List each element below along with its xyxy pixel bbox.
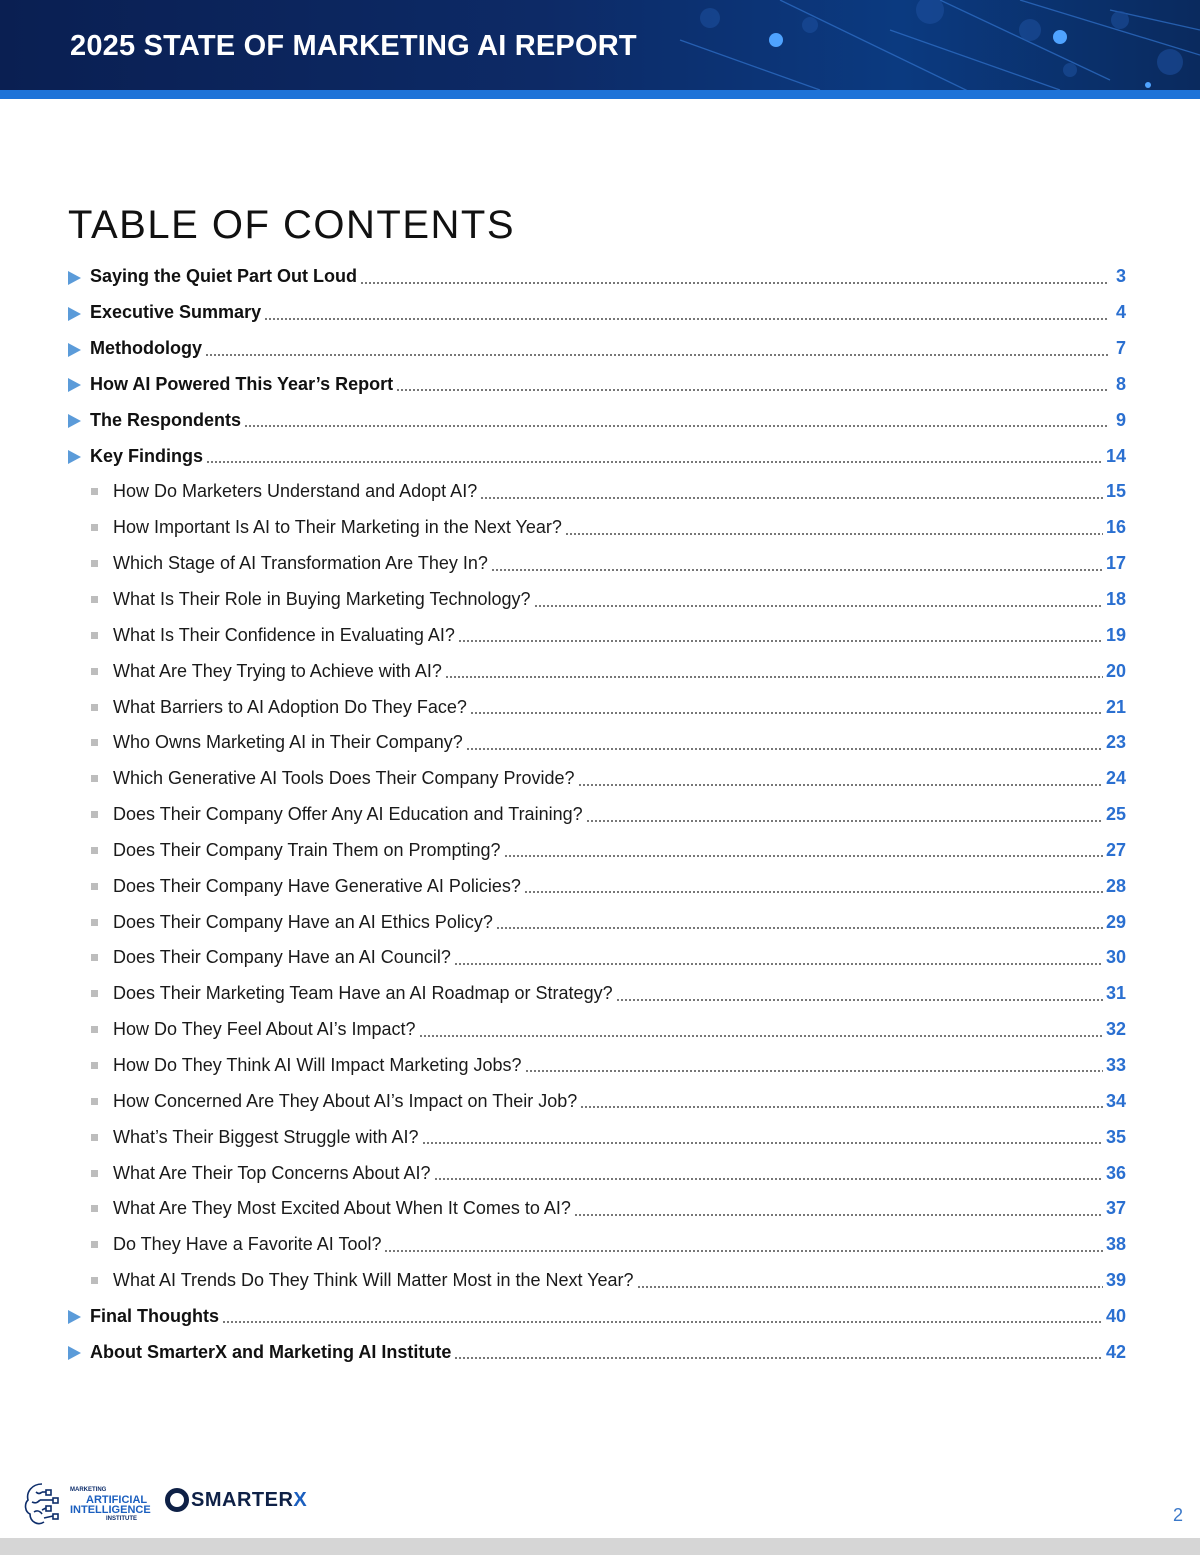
toc-page-number[interactable]: 29 bbox=[1105, 911, 1126, 932]
square-bullet-icon bbox=[91, 1241, 98, 1248]
toc-marker bbox=[68, 376, 90, 392]
toc-dot-leader bbox=[466, 748, 1103, 750]
toc-page-number[interactable]: 18 bbox=[1105, 589, 1126, 610]
toc-page-number[interactable]: 36 bbox=[1105, 1162, 1126, 1183]
toc-marker bbox=[68, 1308, 90, 1324]
mai-line-institute: INSTITUTE bbox=[106, 1516, 137, 1522]
toc-marker bbox=[68, 1277, 113, 1284]
square-bullet-icon bbox=[91, 919, 98, 926]
footer-gray-bar bbox=[0, 1538, 1200, 1555]
toc-entry-label[interactable]: How Do Marketers Understand and Adopt AI? bbox=[113, 481, 478, 502]
toc-page-number[interactable]: 15 bbox=[1105, 481, 1126, 502]
header-accent-stripe bbox=[0, 90, 1200, 99]
toc-page-number[interactable]: 9 bbox=[1115, 409, 1126, 430]
toc-page-number[interactable]: 32 bbox=[1105, 1019, 1126, 1040]
triangle-right-icon bbox=[68, 307, 81, 321]
toc-dot-leader bbox=[384, 1250, 1102, 1252]
toc-dot-leader bbox=[454, 963, 1103, 965]
toc-subsection-entry[interactable] bbox=[68, 653, 1126, 689]
toc-entry-label[interactable]: Does Their Company Offer Any AI Education and Training? bbox=[113, 804, 583, 825]
report-title: 2025 STATE OF MARKETING AI REPORT bbox=[70, 30, 637, 62]
toc-entry-label[interactable]: Key Findings bbox=[90, 445, 204, 466]
toc-section-entry[interactable] bbox=[68, 1334, 1126, 1370]
toc-page-number[interactable]: 24 bbox=[1105, 768, 1126, 789]
toc-entry-label[interactable]: Methodology bbox=[90, 338, 202, 359]
smarterx-circle-icon bbox=[165, 1488, 189, 1512]
toc-dot-leader bbox=[434, 1178, 1103, 1180]
toc-section-entry[interactable] bbox=[68, 1298, 1126, 1334]
triangle-right-icon bbox=[68, 414, 81, 428]
toc-entry-label[interactable]: What Are They Trying to Achieve with AI? bbox=[113, 660, 442, 681]
square-bullet-icon bbox=[91, 668, 98, 675]
toc-dot-leader bbox=[360, 282, 1109, 284]
toc-entry-label[interactable]: Do They Have a Favorite AI Tool? bbox=[113, 1234, 382, 1255]
toc-subsection-entry[interactable] bbox=[68, 1263, 1126, 1299]
toc-page-number[interactable]: 3 bbox=[1115, 266, 1126, 287]
toc-page-number[interactable]: 14 bbox=[1105, 445, 1126, 466]
triangle-right-icon bbox=[68, 271, 81, 285]
toc-dot-leader bbox=[574, 1214, 1103, 1216]
toc-dot-leader bbox=[525, 1070, 1103, 1072]
toc-page-number[interactable]: 4 bbox=[1115, 302, 1126, 323]
mai-line-marketing: MARKETING bbox=[70, 1487, 107, 1493]
square-bullet-icon bbox=[91, 488, 98, 495]
triangle-right-icon bbox=[68, 450, 81, 464]
toc-subsection-entry[interactable] bbox=[68, 940, 1126, 976]
toc-page-number[interactable]: 20 bbox=[1105, 660, 1126, 681]
toc-page-number[interactable]: 42 bbox=[1105, 1341, 1126, 1362]
toc-marker bbox=[68, 341, 90, 357]
square-bullet-icon bbox=[91, 883, 98, 890]
toc-dot-leader bbox=[206, 461, 1103, 463]
toc-section-entry[interactable] bbox=[68, 331, 1126, 367]
toc-dot-leader bbox=[244, 425, 1109, 427]
toc-marker bbox=[68, 632, 113, 639]
square-bullet-icon bbox=[91, 1170, 98, 1177]
toc-dot-leader bbox=[586, 820, 1103, 822]
toc-entry-label[interactable]: Which Stage of AI Transformation Are They In? bbox=[113, 553, 488, 574]
smarterx-logo bbox=[165, 1488, 307, 1512]
toc-dot-leader bbox=[445, 676, 1103, 678]
square-bullet-icon bbox=[91, 1026, 98, 1033]
toc-dot-leader bbox=[637, 1286, 1103, 1288]
toc-page-number[interactable]: 34 bbox=[1105, 1090, 1126, 1111]
toc-section-entry[interactable] bbox=[68, 259, 1126, 295]
toc-entry-label[interactable]: About SmarterX and Marketing AI Institute bbox=[90, 1341, 452, 1362]
toc-entry-label[interactable]: Which Generative AI Tools Does Their Company Provide? bbox=[113, 768, 575, 789]
square-bullet-icon bbox=[91, 1277, 98, 1284]
smarterx-wordmark-main: SMARTER bbox=[191, 1488, 294, 1511]
toc-dot-leader bbox=[534, 605, 1103, 607]
square-bullet-icon bbox=[91, 954, 98, 961]
triangle-right-icon bbox=[68, 378, 81, 392]
toc-entry-label[interactable]: The Respondents bbox=[90, 409, 242, 430]
toc-dot-leader bbox=[205, 354, 1109, 356]
toc-subsection-entry[interactable] bbox=[68, 1083, 1126, 1119]
toc-page-number[interactable]: 16 bbox=[1105, 517, 1126, 538]
toc-marker bbox=[68, 1344, 90, 1360]
toc-subsection-entry[interactable] bbox=[68, 510, 1126, 546]
square-bullet-icon bbox=[91, 1205, 98, 1212]
toc-dot-leader bbox=[616, 999, 1103, 1001]
toc-page-number[interactable]: 7 bbox=[1115, 338, 1126, 359]
toc-page-number[interactable]: 35 bbox=[1105, 1126, 1126, 1147]
toc-page-number[interactable]: 38 bbox=[1105, 1234, 1126, 1255]
toc-dot-leader bbox=[458, 640, 1103, 642]
toc-subsection-entry[interactable] bbox=[68, 1191, 1126, 1227]
mai-line-intelligence: INTELLIGENCE bbox=[70, 1504, 151, 1516]
toc-marker bbox=[68, 412, 90, 428]
toc-dot-leader bbox=[396, 389, 1109, 391]
toc-page-number[interactable]: 40 bbox=[1105, 1305, 1126, 1326]
toc-dot-leader bbox=[454, 1357, 1103, 1359]
toc-page-number[interactable]: 27 bbox=[1105, 839, 1126, 860]
toc-page-number[interactable]: 21 bbox=[1105, 696, 1126, 717]
toc-dot-leader bbox=[578, 784, 1103, 786]
toc-marker bbox=[68, 524, 113, 531]
toc-dot-leader bbox=[264, 318, 1109, 320]
toc-entry-label[interactable]: Saying the Quiet Part Out Loud bbox=[90, 266, 358, 287]
toc-dot-leader bbox=[222, 1321, 1103, 1323]
toc-subsection-entry[interactable] bbox=[68, 1048, 1126, 1084]
report-header-band bbox=[0, 0, 1200, 92]
toc-marker bbox=[68, 704, 113, 711]
toc-dot-leader bbox=[480, 497, 1103, 499]
smarterx-wordmark-x: X bbox=[293, 1488, 308, 1511]
mai-line-artificial: ARTIFICIAL bbox=[86, 1494, 148, 1506]
square-bullet-icon bbox=[91, 524, 98, 531]
toc-entry-label[interactable]: What Is Their Confidence in Evaluating AI? bbox=[113, 624, 455, 645]
toc-list bbox=[68, 259, 1126, 1370]
toc-section-entry[interactable] bbox=[68, 402, 1126, 438]
triangle-right-icon bbox=[68, 1310, 81, 1324]
toc-dot-leader bbox=[524, 891, 1103, 893]
toc-dot-leader bbox=[504, 855, 1103, 857]
toc-subsection-entry[interactable] bbox=[68, 976, 1126, 1012]
toc-marker bbox=[68, 811, 113, 818]
toc-entry-label[interactable]: Does Their Company Train Them on Prompting? bbox=[113, 839, 501, 860]
toc-marker bbox=[68, 488, 113, 495]
toc-page-number[interactable]: 17 bbox=[1105, 553, 1126, 574]
toc-dot-leader bbox=[580, 1106, 1103, 1108]
toc-page-number[interactable]: 19 bbox=[1105, 624, 1126, 645]
toc-marker bbox=[68, 560, 113, 567]
square-bullet-icon bbox=[91, 704, 98, 711]
square-bullet-icon bbox=[91, 990, 98, 997]
toc-entry-label[interactable]: Who Owns Marketing AI in Their Company? bbox=[113, 732, 463, 753]
toc-entry-label[interactable]: What Is Their Role in Buying Marketing Technology? bbox=[113, 589, 531, 610]
toc-dot-leader bbox=[565, 533, 1103, 535]
toc-marker bbox=[68, 1134, 113, 1141]
toc-marker bbox=[68, 847, 113, 854]
toc-entry-label[interactable]: Final Thoughts bbox=[90, 1305, 219, 1326]
square-bullet-icon bbox=[91, 847, 98, 854]
toc-marker bbox=[68, 919, 113, 926]
toc-subsection-entry[interactable] bbox=[68, 1012, 1126, 1048]
toc-subsection-entry[interactable] bbox=[68, 546, 1126, 582]
square-bullet-icon bbox=[91, 1062, 98, 1069]
toc-marker bbox=[68, 883, 113, 890]
marketing-ai-institute-wordmark bbox=[70, 1486, 151, 1524]
toc-entry-label[interactable]: Executive Summary bbox=[90, 302, 262, 323]
toc-subsection-entry[interactable] bbox=[68, 797, 1126, 833]
toc-subsection-entry[interactable] bbox=[68, 761, 1126, 797]
toc-section-entry[interactable] bbox=[68, 367, 1126, 403]
toc-marker bbox=[68, 775, 113, 782]
toc-entry-label[interactable]: Does Their Company Have an AI Ethics Policy? bbox=[113, 911, 493, 932]
toc-entry-label[interactable]: What Are They Most Excited About When It Comes to AI? bbox=[113, 1198, 571, 1219]
square-bullet-icon bbox=[91, 739, 98, 746]
toc-entry-label[interactable]: Does Their Marketing Team Have an AI Roadmap or Strategy? bbox=[113, 983, 613, 1004]
toc-section-entry[interactable] bbox=[68, 438, 1126, 474]
toc-marker bbox=[68, 990, 113, 997]
smarterx-wordmark bbox=[191, 1489, 307, 1512]
square-bullet-icon bbox=[91, 1098, 98, 1105]
toc-page-number[interactable]: 33 bbox=[1105, 1054, 1126, 1075]
toc-subsection-entry[interactable] bbox=[68, 1155, 1126, 1191]
toc-marker bbox=[68, 1241, 113, 1248]
toc-heading: TABLE OF CONTENTS bbox=[68, 202, 516, 247]
toc-page-number[interactable]: 8 bbox=[1115, 373, 1126, 394]
toc-entry-label[interactable]: What AI Trends Do They Think Will Matter Most in the Next Year? bbox=[113, 1270, 634, 1291]
toc-marker bbox=[68, 305, 90, 321]
toc-page-number[interactable]: 25 bbox=[1105, 804, 1126, 825]
toc-marker bbox=[68, 1170, 113, 1177]
toc-subsection-entry[interactable] bbox=[68, 582, 1126, 618]
toc-page-number[interactable]: 28 bbox=[1105, 875, 1126, 896]
triangle-right-icon bbox=[68, 1346, 81, 1360]
toc-entry-label[interactable]: How Important Is AI to Their Marketing in the Next Year? bbox=[113, 517, 562, 538]
toc-entry-label[interactable]: How Do They Think AI Will Impact Marketing Jobs? bbox=[113, 1054, 522, 1075]
toc-marker bbox=[68, 1026, 113, 1033]
toc-dot-leader bbox=[496, 927, 1103, 929]
toc-subsection-entry[interactable] bbox=[68, 833, 1126, 869]
square-bullet-icon bbox=[91, 811, 98, 818]
marketing-ai-institute-logo bbox=[22, 1480, 70, 1528]
toc-entry-label[interactable]: Does Their Company Have an AI Council? bbox=[113, 947, 451, 968]
square-bullet-icon bbox=[91, 1134, 98, 1141]
toc-marker bbox=[68, 954, 113, 961]
toc-page-number[interactable]: 37 bbox=[1105, 1198, 1126, 1219]
toc-marker bbox=[68, 1062, 113, 1069]
toc-dot-leader bbox=[419, 1035, 1103, 1037]
triangle-right-icon bbox=[68, 343, 81, 357]
toc-page-number[interactable]: 23 bbox=[1105, 732, 1126, 753]
toc-dot-leader bbox=[491, 569, 1103, 571]
toc-subsection-entry[interactable] bbox=[68, 617, 1126, 653]
toc-section-entry[interactable] bbox=[68, 295, 1126, 331]
circuit-decoration-icon bbox=[640, 0, 1200, 92]
toc-dot-leader bbox=[422, 1142, 1103, 1144]
toc-entry-label[interactable]: How Do They Feel About AI’s Impact? bbox=[113, 1019, 416, 1040]
toc-page-number[interactable]: 31 bbox=[1105, 983, 1126, 1004]
toc-marker bbox=[68, 739, 113, 746]
toc-marker bbox=[68, 1098, 113, 1105]
page-number: 2 bbox=[1172, 1505, 1183, 1525]
square-bullet-icon bbox=[91, 632, 98, 639]
toc-subsection-entry[interactable] bbox=[68, 868, 1126, 904]
toc-entry-label[interactable]: What’s Their Biggest Struggle with AI? bbox=[113, 1126, 419, 1147]
toc-page-number[interactable]: 39 bbox=[1105, 1270, 1126, 1291]
toc-entry-label[interactable]: What Barriers to AI Adoption Do They Face? bbox=[113, 696, 467, 717]
toc-marker bbox=[68, 1205, 113, 1212]
square-bullet-icon bbox=[91, 560, 98, 567]
toc-entry-label[interactable]: What Are Their Top Concerns About AI? bbox=[113, 1162, 431, 1183]
toc-subsection-entry[interactable] bbox=[68, 474, 1126, 510]
toc-entry-label[interactable]: How Concerned Are They About AI’s Impact on Their Job? bbox=[113, 1090, 578, 1111]
toc-subsection-entry[interactable] bbox=[68, 689, 1126, 725]
toc-marker bbox=[68, 596, 113, 603]
toc-subsection-entry[interactable] bbox=[68, 1119, 1126, 1155]
square-bullet-icon bbox=[91, 775, 98, 782]
toc-marker bbox=[68, 448, 90, 464]
square-bullet-icon bbox=[91, 596, 98, 603]
toc-entry-label[interactable]: How AI Powered This Year’s Report bbox=[90, 373, 394, 394]
toc-subsection-entry[interactable] bbox=[68, 904, 1126, 940]
toc-entry-label[interactable]: Does Their Company Have Generative AI Policies? bbox=[113, 875, 521, 896]
toc-subsection-entry[interactable] bbox=[68, 725, 1126, 761]
toc-marker bbox=[68, 668, 113, 675]
toc-dot-leader bbox=[470, 712, 1103, 714]
toc-page-number[interactable]: 30 bbox=[1105, 947, 1126, 968]
toc-marker bbox=[68, 269, 90, 285]
toc-subsection-entry[interactable] bbox=[68, 1227, 1126, 1263]
